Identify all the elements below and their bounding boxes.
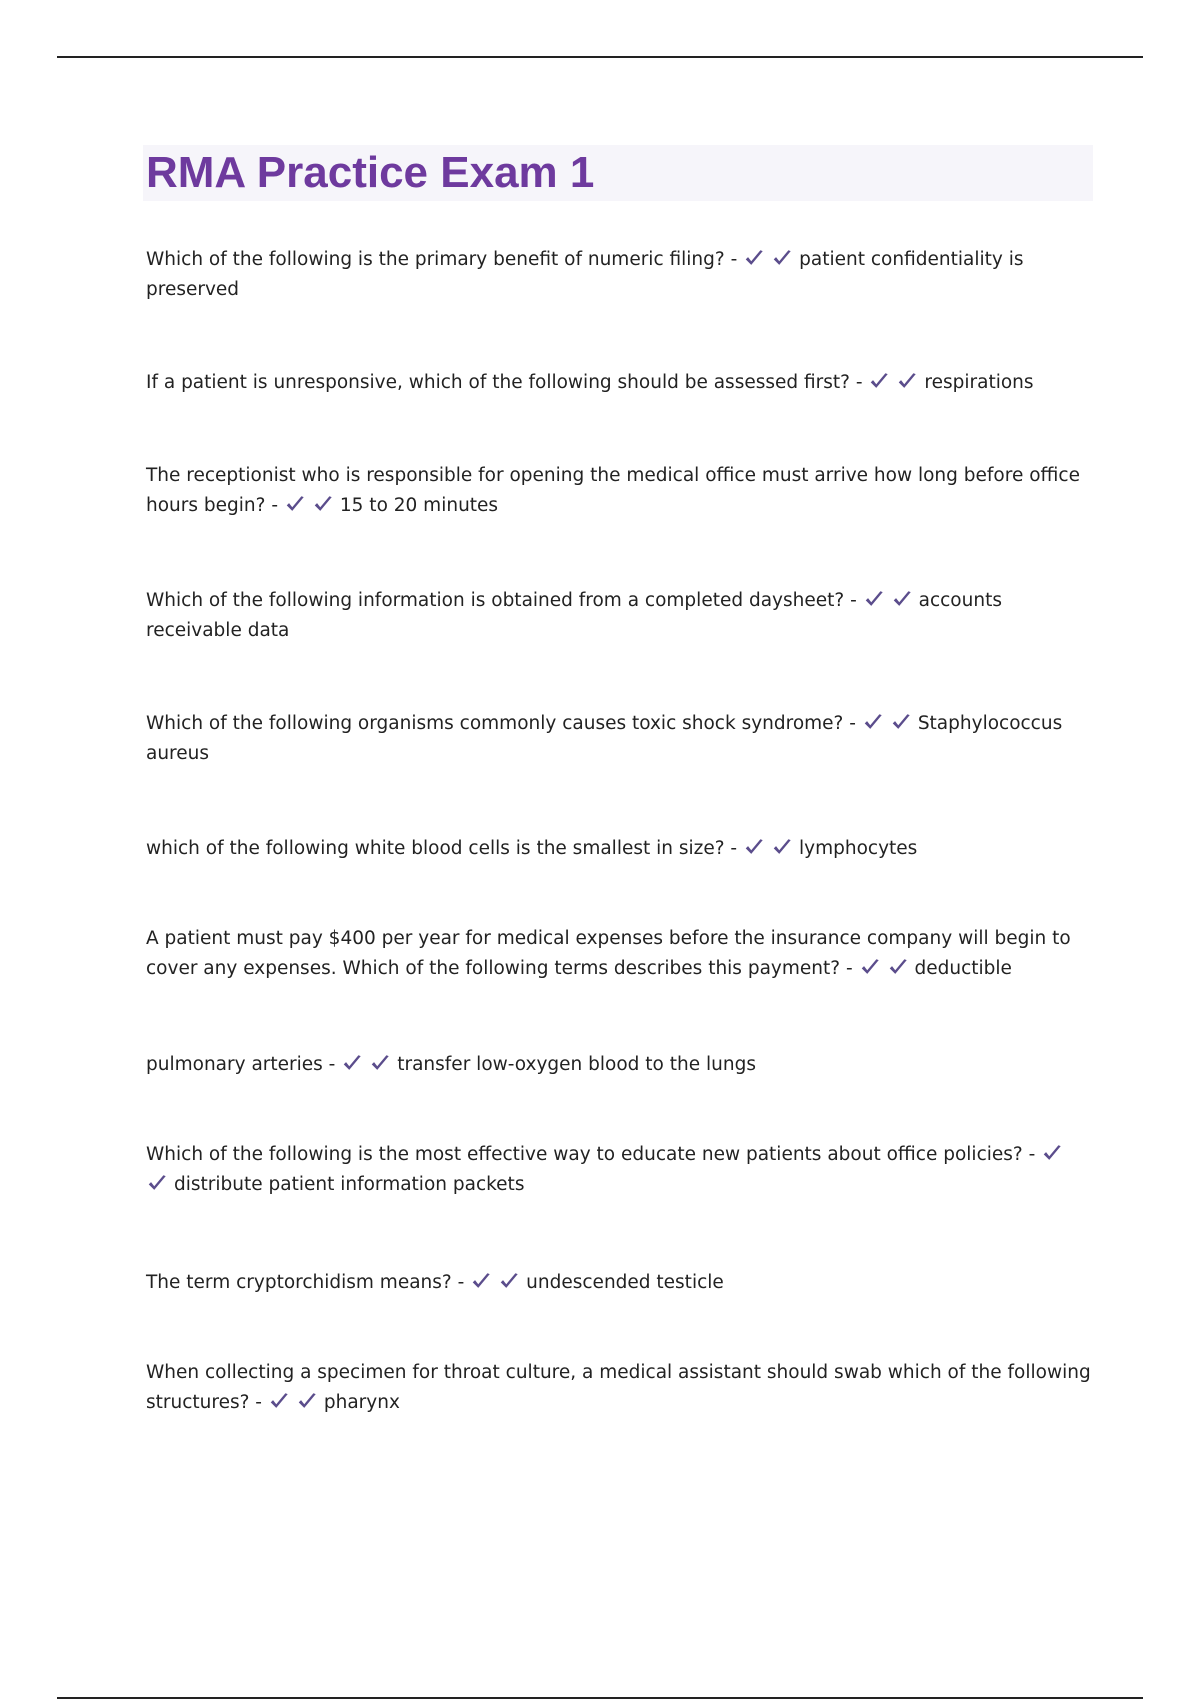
answer-text: transfer low-oxygen blood to the lungs: [397, 1054, 756, 1075]
check-icon: [369, 1052, 391, 1074]
answer-text: respirations: [924, 372, 1034, 393]
qa-item: [146, 1358, 1096, 1418]
question-text: If a patient is unresponsive, which of the following should be assessed first? -: [146, 372, 869, 393]
check-icon: [896, 370, 918, 392]
top-rule: [57, 56, 1143, 58]
page-title: RMA Practice Exam 1: [146, 148, 595, 197]
check-icon: [887, 956, 909, 978]
qa-item: [146, 1050, 1096, 1080]
check-icon: [341, 1052, 363, 1074]
check-icon: [891, 588, 913, 610]
question-text: Which of the following organisms commonly causes toxic shock syndrome? -: [146, 713, 862, 734]
question-text: pulmonary arteries -: [146, 1054, 342, 1075]
qa-item: [146, 586, 1096, 646]
check-icon: [863, 588, 885, 610]
check-icon: [146, 1172, 168, 1194]
check-icon: [296, 1390, 318, 1412]
question-text: Which of the following information is obtained from a completed daysheet? -: [146, 590, 863, 611]
qa-item: [146, 461, 1096, 521]
bottom-rule: [57, 1697, 1143, 1699]
check-icon: [268, 1390, 290, 1412]
answer-text: deductible: [914, 958, 1012, 979]
answer-text: distribute patient information packets: [174, 1174, 525, 1195]
answer-text: pharynx: [323, 1392, 400, 1413]
check-icon: [868, 370, 890, 392]
check-icon: [470, 1270, 492, 1292]
check-icon: [862, 711, 884, 733]
qa-item: [146, 1268, 1096, 1298]
answer-text: Staphylococcus aureus: [146, 713, 1063, 764]
question-text: When collecting a specimen for throat culture, a medical assistant should swab which of the following structures? -: [146, 1362, 1091, 1413]
answer-text: 15 to 20 minutes: [339, 495, 499, 516]
question-text: A patient must pay $400 per year for medical expenses before the insurance company will begin to cover any expenses. Which of the following terms describes this payment? -: [146, 928, 1071, 979]
qa-item: [146, 709, 1096, 769]
check-icon: [743, 247, 765, 269]
qa-item: [146, 245, 1096, 305]
answer-text: accounts receivable data: [146, 590, 1002, 641]
question-text: which of the following white blood cells is the smallest in size? -: [146, 838, 743, 859]
check-icon: [498, 1270, 520, 1292]
question-text: Which of the following is the most effective way to educate new patients about office policies? -: [146, 1144, 1042, 1165]
check-icon: [1041, 1142, 1063, 1164]
answer-text: patient confidentiality is preserved: [146, 249, 1024, 300]
check-icon: [771, 247, 793, 269]
answer-text: undescended testicle: [526, 1272, 724, 1293]
question-text: Which of the following is the primary benefit of numeric filing? -: [146, 249, 744, 270]
check-icon: [771, 836, 793, 858]
check-icon: [284, 493, 306, 515]
question-text: The term cryptorchidism means? -: [146, 1272, 471, 1293]
qa-item: [146, 924, 1096, 984]
qa-item: [146, 834, 1096, 864]
qa-item: [146, 368, 1096, 398]
check-icon: [743, 836, 765, 858]
check-icon: [890, 711, 912, 733]
check-icon: [312, 493, 334, 515]
question-text: The receptionist who is responsible for opening the medical office must arrive how long before office hours begin? -: [146, 465, 1080, 516]
answer-text: lymphocytes: [799, 838, 918, 859]
qa-item: [146, 1140, 1096, 1200]
check-icon: [859, 956, 881, 978]
